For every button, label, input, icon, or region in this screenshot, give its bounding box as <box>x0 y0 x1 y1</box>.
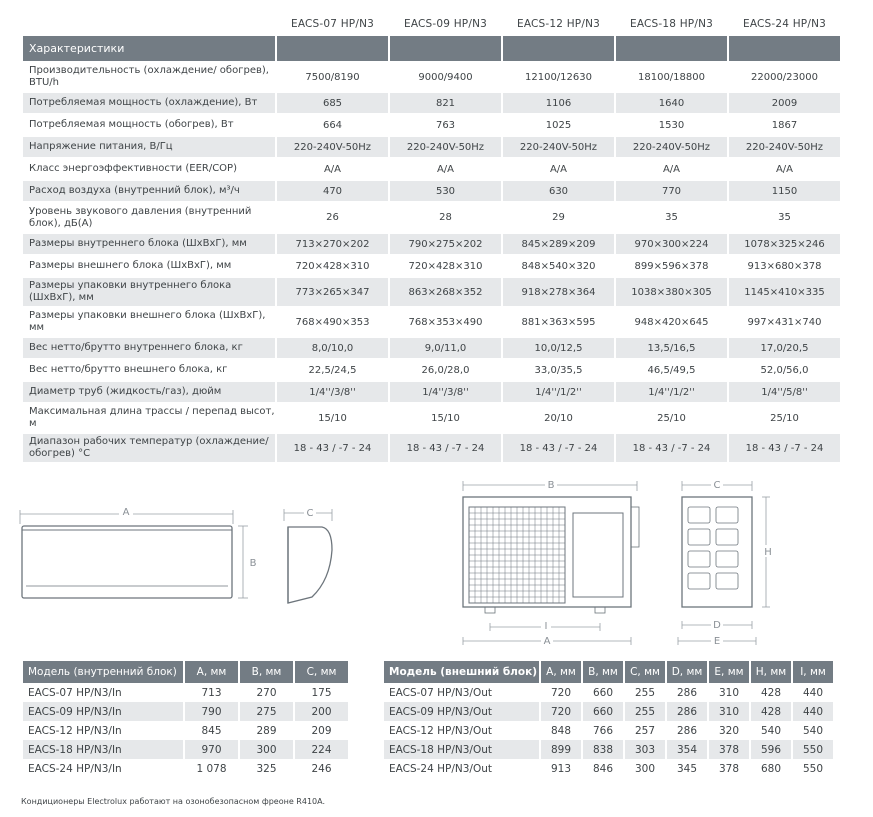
dim-label: H <box>764 547 772 558</box>
dimension-cell: 286 <box>667 702 707 721</box>
dimension-cell: 175 <box>311 686 332 699</box>
spec-value: 12100/12630 <box>503 61 614 91</box>
outdoor-table-header <box>384 661 833 683</box>
spec-value: 770 <box>616 179 727 201</box>
spec-value: 1150 <box>729 179 840 201</box>
table-row <box>23 740 348 759</box>
specs-body <box>23 61 840 462</box>
spec-value: 9,0/11,0 <box>390 336 501 358</box>
column-header: Модель (внутренний блок) <box>23 661 183 683</box>
spec-value: 763 <box>390 113 501 135</box>
model-cell: EACS-18 HP/N3/Out <box>384 740 539 759</box>
dim-label: B <box>547 480 555 491</box>
table-row <box>23 759 348 778</box>
dim-label: C <box>713 480 721 491</box>
spec-value: 1640 <box>616 91 727 113</box>
spec-value: 7500/8190 <box>277 61 388 91</box>
spec-value: 713×270×202 <box>277 232 388 254</box>
spec-row <box>23 276 840 306</box>
dimension-cell: 209 <box>311 724 332 737</box>
dimension-cell: 310 <box>709 702 749 721</box>
spec-value: 29 <box>503 201 614 232</box>
spec-row <box>23 432 840 462</box>
model-cell: EACS-24 HP/N3/Out <box>389 762 492 775</box>
spec-row-label: Потребляемая мощность (охлаждение), Вт <box>23 91 275 113</box>
spec-value: 26,0/28,0 <box>390 358 501 380</box>
spec-row-label: Размеры внутреннего блока (ШхВхГ), мм <box>23 232 275 254</box>
spec-value: 1078×325×246 <box>729 232 840 254</box>
outdoor-front-drawing <box>455 477 655 647</box>
dim-label: E <box>713 636 721 647</box>
dim-label: D <box>713 620 721 631</box>
model-cell: EACS-24 HP/N3/In <box>28 762 122 775</box>
dimension-cell: 303 <box>625 740 665 759</box>
dimension-cell: 713 <box>201 686 222 699</box>
spec-row-label: Диаметр труб (жидкость/газ), дюйм <box>23 380 275 402</box>
model-header: EACS-24 HP/N3 <box>742 18 827 30</box>
spec-row <box>23 402 840 432</box>
spec-value: 1/4''/3/8'' <box>277 380 388 402</box>
table-row <box>23 702 348 721</box>
dimension-cell: 596 <box>751 740 791 759</box>
dimension-cell: 720 <box>541 702 581 721</box>
spec-row <box>23 254 840 276</box>
spec-value: 13,5/16,5 <box>616 336 727 358</box>
spec-row-label: Потребляемая мощность (обогрев), Вт <box>23 113 275 135</box>
dim-label: C <box>306 508 314 519</box>
spec-value: 22000/23000 <box>729 61 840 91</box>
spec-value: 970×300×224 <box>616 232 727 254</box>
spec-value: 997×431×740 <box>729 306 840 336</box>
dimension-cell: 899 <box>541 740 581 759</box>
spec-value: 881×363×595 <box>503 306 614 336</box>
spec-row <box>23 306 840 336</box>
spec-value: 1145×410×335 <box>729 276 840 306</box>
spec-value: 220-240V-50Hz <box>390 135 501 157</box>
spec-value: 1/4''/1/2'' <box>616 380 727 402</box>
indoor-front-drawing <box>18 500 268 620</box>
dimension-cell: 428 <box>760 686 782 699</box>
spec-row-label: Класс энергоэффективности (EER/COP) <box>23 157 275 179</box>
spec-value: 1/4''/1/2'' <box>503 380 614 402</box>
spec-value: 18100/18800 <box>616 61 727 91</box>
spec-row <box>23 61 840 91</box>
spec-value: 630 <box>503 179 614 201</box>
dimension-cell: 345 <box>676 762 698 775</box>
dimension-cell: 550 <box>802 762 824 775</box>
model-cell: EACS-07 HP/N3/Out <box>389 686 492 699</box>
spec-value: A/A <box>277 157 388 179</box>
spec-value: 1530 <box>616 113 727 135</box>
model-cell: EACS-07 HP/N3/In <box>28 686 122 699</box>
dimension-cell: 257 <box>634 724 656 737</box>
column-header: В, мм <box>583 661 623 683</box>
column-header: E, мм <box>709 661 749 683</box>
spec-row-label: Размеры внешнего блока (ШхВхГ), мм <box>23 254 275 276</box>
spec-value: 35 <box>616 201 727 232</box>
spec-value: 28 <box>390 201 501 232</box>
model-cell: EACS-09 HP/N3/Out <box>384 702 539 721</box>
spec-value: 530 <box>390 179 501 201</box>
model-header: EACS-18 HP/N3 <box>629 18 714 30</box>
spec-value: 8,0/10,0 <box>277 336 388 358</box>
specs-table <box>21 12 842 462</box>
spec-row <box>23 380 840 402</box>
dimension-cell: 224 <box>295 740 348 759</box>
spec-value: 918×278×364 <box>503 276 614 306</box>
dim-label: A <box>543 636 551 647</box>
spec-value: 35 <box>729 201 840 232</box>
spec-row <box>23 157 840 179</box>
spec-row <box>23 232 840 254</box>
dimension-cell: 378 <box>709 740 749 759</box>
table-row <box>384 740 833 759</box>
column-header: H, мм <box>751 661 791 683</box>
table-row <box>384 702 833 721</box>
model-cell: EACS-12 HP/N3/In <box>28 724 122 737</box>
spec-value: 10,0/12,5 <box>503 336 614 358</box>
spec-value: 720×428×310 <box>390 254 501 276</box>
dimension-cell: 300 <box>240 740 293 759</box>
spec-value: 768×353×490 <box>390 306 501 336</box>
spec-row <box>23 135 840 157</box>
spec-row-label: Уровень звукового давления (внутренний блок), дБ(А) <box>23 201 275 232</box>
dimension-cell: 320 <box>718 724 740 737</box>
spec-value: A/A <box>390 157 501 179</box>
dimension-cell: 913 <box>550 762 572 775</box>
spec-value: 773×265×347 <box>277 276 388 306</box>
dimension-cell: 270 <box>256 686 277 699</box>
spec-row-label: Диапазон рабочих температур (охлаждение/обогрев) °C <box>23 432 275 462</box>
spec-value: 913×680×378 <box>729 254 840 276</box>
spec-value: 18 - 43 / -7 - 24 <box>277 432 388 462</box>
spec-row-label: Производительность (охлаждение/ обогрев), BTU/h <box>23 61 275 91</box>
spec-value: 17,0/20,5 <box>729 336 840 358</box>
spec-value: 1038×380×305 <box>616 276 727 306</box>
dimension-cell: 310 <box>718 686 740 699</box>
outdoor-dimensions-table <box>382 661 835 778</box>
model-cell: EACS-12 HP/N3/Out <box>389 724 492 737</box>
spec-row-label: Расход воздуха (внутренний блок), м³/ч <box>23 179 275 201</box>
dimension-cell: 255 <box>625 702 665 721</box>
spec-value: 15/10 <box>277 402 388 432</box>
spec-value: 46,5/49,5 <box>616 358 727 380</box>
spec-value: 220-240V-50Hz <box>277 135 388 157</box>
dimension-cell: 440 <box>793 702 833 721</box>
spec-value: 25/10 <box>616 402 727 432</box>
spec-value: 821 <box>390 91 501 113</box>
column-header: В, мм <box>240 661 293 683</box>
spec-value: 220-240V-50Hz <box>503 135 614 157</box>
dimension-cell: 846 <box>592 762 614 775</box>
dimension-cell: 720 <box>550 686 572 699</box>
dimension-cell: 325 <box>256 762 277 775</box>
spec-value: 664 <box>277 113 388 135</box>
dimension-cell: 540 <box>802 724 824 737</box>
spec-value: 18 - 43 / -7 - 24 <box>390 432 501 462</box>
dimension-cell: 845 <box>201 724 222 737</box>
spec-value: 899×596×378 <box>616 254 727 276</box>
spec-value: 15/10 <box>390 402 501 432</box>
dimension-cell: 660 <box>583 702 623 721</box>
spec-value: 18 - 43 / -7 - 24 <box>503 432 614 462</box>
model-header: EACS-07 HP/N3 <box>290 18 375 30</box>
column-header: А, мм <box>541 661 581 683</box>
spec-row-label: Размеры упаковки внутреннего блока (ШхВхГ), мм <box>23 276 275 306</box>
footnote: Кондиционеры Electrolux работают на озонобезопасном фреоне R410A. <box>21 797 325 806</box>
spec-value: A/A <box>503 157 614 179</box>
specs-header-label: Характеристики <box>23 36 275 61</box>
spec-value: A/A <box>616 157 727 179</box>
spec-value: 1/4''/3/8'' <box>390 380 501 402</box>
table-row <box>384 759 833 778</box>
dimension-cell: 428 <box>751 702 791 721</box>
column-header: I, мм <box>793 661 833 683</box>
dimension-cell: 970 <box>185 740 238 759</box>
model-header: EACS-12 HP/N3 <box>516 18 601 30</box>
dimension-cell: 550 <box>793 740 833 759</box>
table-row <box>384 683 833 702</box>
spec-value: 470 <box>277 179 388 201</box>
dim-label: A <box>122 507 130 518</box>
spec-value: 26 <box>277 201 388 232</box>
dimension-cell: 286 <box>676 686 698 699</box>
spec-row-label: Размеры упаковки внешнего блока (ШхВхГ), мм <box>23 306 275 336</box>
indoor-table-header <box>23 661 348 683</box>
spec-value: 768×490×353 <box>277 306 388 336</box>
dimension-cell: 660 <box>592 686 614 699</box>
dim-label: B <box>249 558 257 569</box>
spec-value: 1/4''/5/8'' <box>729 380 840 402</box>
spec-value: 848×540×320 <box>503 254 614 276</box>
spec-value: 845×289×209 <box>503 232 614 254</box>
dimension-cell: 200 <box>295 702 348 721</box>
table-row <box>384 721 833 740</box>
spec-value: 2009 <box>729 91 840 113</box>
spec-value: 790×275×202 <box>390 232 501 254</box>
spec-value: 220-240V-50Hz <box>616 135 727 157</box>
specs-header-bar <box>23 36 840 61</box>
dimension-cell: 300 <box>634 762 656 775</box>
spec-value: 863×268×352 <box>390 276 501 306</box>
dimension-cell: 286 <box>676 724 698 737</box>
spec-value: 685 <box>277 91 388 113</box>
spec-value: 22,5/24,5 <box>277 358 388 380</box>
dimension-cell: 766 <box>592 724 614 737</box>
dimension-cell: 378 <box>718 762 740 775</box>
spec-row <box>23 201 840 232</box>
spec-value: 18 - 43 / -7 - 24 <box>729 432 840 462</box>
outdoor-side-drawing <box>672 477 787 652</box>
spec-value: 1025 <box>503 113 614 135</box>
indoor-dimensions-table <box>21 661 350 778</box>
indoor-side-drawing <box>282 505 342 610</box>
column-header: А, мм <box>185 661 238 683</box>
spec-row-label: Максимальная длина трассы / перепад высот, м <box>23 402 275 432</box>
spec-row <box>23 91 840 113</box>
spec-row-label: Вес нетто/брутто внешнего блока, кг <box>23 358 275 380</box>
column-header: Модель (внешний блок) <box>384 661 539 683</box>
dim-label: I <box>544 621 548 632</box>
spec-row-label: Вес нетто/брутто внутреннего блока, кг <box>23 336 275 358</box>
dimension-cell: 1 078 <box>196 762 227 775</box>
spec-row <box>23 358 840 380</box>
dimension-cell: 440 <box>802 686 824 699</box>
specs-model-row <box>23 12 840 36</box>
dimension-cell: 680 <box>760 762 782 775</box>
spec-row <box>23 113 840 135</box>
dimension-cell: 255 <box>634 686 656 699</box>
spec-value: 20/10 <box>503 402 614 432</box>
dimension-cell: 790 <box>185 702 238 721</box>
dimension-cell: 838 <box>583 740 623 759</box>
spec-row <box>23 179 840 201</box>
dimension-cell: 354 <box>667 740 707 759</box>
dimension-cell: 275 <box>240 702 293 721</box>
spec-value: 1106 <box>503 91 614 113</box>
spec-value: 220-240V-50Hz <box>729 135 840 157</box>
dimension-cell: 540 <box>760 724 782 737</box>
column-header: D, мм <box>667 661 707 683</box>
dimension-cell: 289 <box>256 724 277 737</box>
dimension-cell: 848 <box>550 724 572 737</box>
spec-value: 18 - 43 / -7 - 24 <box>616 432 727 462</box>
column-header: С, мм <box>295 661 348 683</box>
spec-value: A/A <box>729 157 840 179</box>
model-cell: EACS-09 HP/N3/In <box>23 702 183 721</box>
table-row <box>23 683 348 702</box>
table-row <box>23 721 348 740</box>
model-header: EACS-09 HP/N3 <box>403 18 488 30</box>
spec-value: 720×428×310 <box>277 254 388 276</box>
spec-row <box>23 336 840 358</box>
spec-value: 25/10 <box>729 402 840 432</box>
spec-value: 1867 <box>729 113 840 135</box>
model-cell: EACS-18 HP/N3/In <box>23 740 183 759</box>
spec-value: 9000/9400 <box>390 61 501 91</box>
spec-value: 52,0/56,0 <box>729 358 840 380</box>
spec-row-label: Напряжение питания, В/Гц <box>23 135 275 157</box>
column-header: С, мм <box>625 661 665 683</box>
spec-value: 33,0/35,5 <box>503 358 614 380</box>
spec-value: 948×420×645 <box>616 306 727 336</box>
dimension-cell: 246 <box>311 762 332 775</box>
